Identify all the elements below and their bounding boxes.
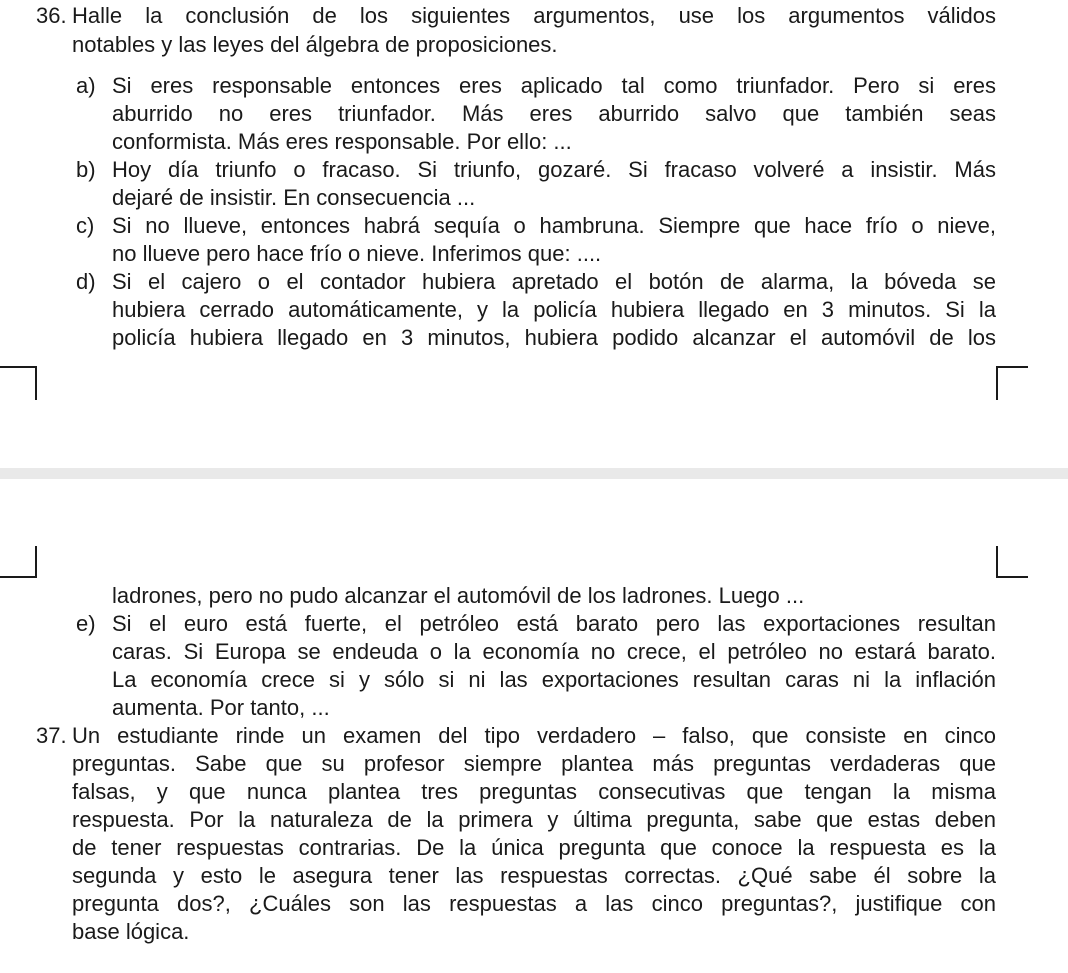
crop-mark-top-right-vertical bbox=[996, 366, 998, 400]
q36-e-line-1: Si el euro está fuerte, el petróleo está barato pero las exportaciones resultan bbox=[112, 611, 996, 636]
crop-mark-top-left-vertical bbox=[35, 366, 37, 400]
q36-c-label: c) bbox=[76, 213, 95, 238]
crop-mark-top-left bbox=[0, 366, 36, 368]
q37-line-5: de tener respuestas contrarias. De la única pregunta que conoce la respuesta es la bbox=[72, 835, 996, 860]
q36-a-label: a) bbox=[76, 73, 96, 98]
q36-number: 36. bbox=[36, 3, 67, 28]
q36-b-line-1: Hoy día triunfo o fracaso. Si triunfo, gozaré. Si fracaso volveré a insistir. Más bbox=[112, 157, 996, 182]
q36-d-line-3: policía hubiera llegado en 3 minutos, hubiera podido alcanzar el automóvil de los bbox=[112, 325, 996, 350]
q37-line-4: respuesta. Por la naturaleza de la primera y última pregunta, sabe que estas deben bbox=[72, 807, 996, 832]
q37-line-2: preguntas. Sabe que su profesor siempre plantea más preguntas verdaderas que bbox=[72, 751, 996, 776]
q36-d-label: d) bbox=[76, 269, 96, 294]
crop-mark-bottom-right-vertical bbox=[996, 546, 998, 578]
q36-c-line-1: Si no llueve, entonces habrá sequía o hambruna. Siempre que hace frío o nieve, bbox=[112, 213, 996, 238]
q36-a-line-2: aburrido no eres triunfador. Más eres aburrido salvo que también seas bbox=[112, 101, 996, 126]
crop-mark-bottom-right bbox=[996, 576, 1028, 578]
q37-number: 37. bbox=[36, 723, 67, 748]
q36-e-line-2: caras. Si Europa se endeuda o la economía no crece, el petróleo no estará barato. bbox=[112, 639, 996, 664]
q37-line-6: segunda y esto le asegura tener las respuestas correctas. ¿Qué sabe él sobre la bbox=[72, 863, 996, 888]
q36-a-line-3: conformista. Más eres responsable. Por ello: ... bbox=[112, 129, 572, 154]
crop-mark-top-right bbox=[996, 366, 1028, 368]
q36-a-line-1: Si eres responsable entonces eres aplicado tal como triunfador. Pero si eres bbox=[112, 73, 996, 98]
q37-line-7: pregunta dos?, ¿Cuáles son las respuestas a las cinco preguntas?, justifique con bbox=[72, 891, 996, 916]
page-break-divider bbox=[0, 468, 1068, 479]
q37-line-1: Un estudiante rinde un examen del tipo verdadero – falso, que consiste en cinco bbox=[72, 723, 996, 748]
q36-d-line-1: Si el cajero o el contador hubiera apretado el botón de alarma, la bóveda se bbox=[112, 269, 996, 294]
crop-mark-bottom-left-vertical bbox=[35, 546, 37, 578]
q36-stem-line-1: Halle la conclusión de los siguientes argumentos, use los argumentos válidos bbox=[72, 3, 996, 28]
q36-e-line-4: aumenta. Por tanto, ... bbox=[112, 695, 330, 720]
q36-b-line-2: dejaré de insistir. En consecuencia ... bbox=[112, 185, 476, 210]
q37-line-3: falsas, y que nunca plantea tres preguntas consecutivas que tengan la misma bbox=[72, 779, 996, 804]
q36-e-label: e) bbox=[76, 611, 96, 636]
crop-mark-bottom-left bbox=[0, 576, 36, 578]
q36-b-label: b) bbox=[76, 157, 96, 182]
q36-d-line-4: ladrones, pero no pudo alcanzar el automóvil de los ladrones. Luego ... bbox=[112, 583, 805, 608]
q36-d-line-2: hubiera cerrado automáticamente, y la policía hubiera llegado en 3 minutos. Si la bbox=[112, 297, 996, 322]
q36-c-line-2: no llueve pero hace frío o nieve. Inferimos que: .... bbox=[112, 241, 602, 266]
q36-stem-line-2: notables y las leyes del álgebra de proposiciones. bbox=[72, 32, 558, 57]
q36-e-line-3: La economía crece si y sólo si ni las exportaciones resultan caras ni la inflación bbox=[112, 667, 996, 692]
q37-line-8: base lógica. bbox=[72, 919, 190, 944]
